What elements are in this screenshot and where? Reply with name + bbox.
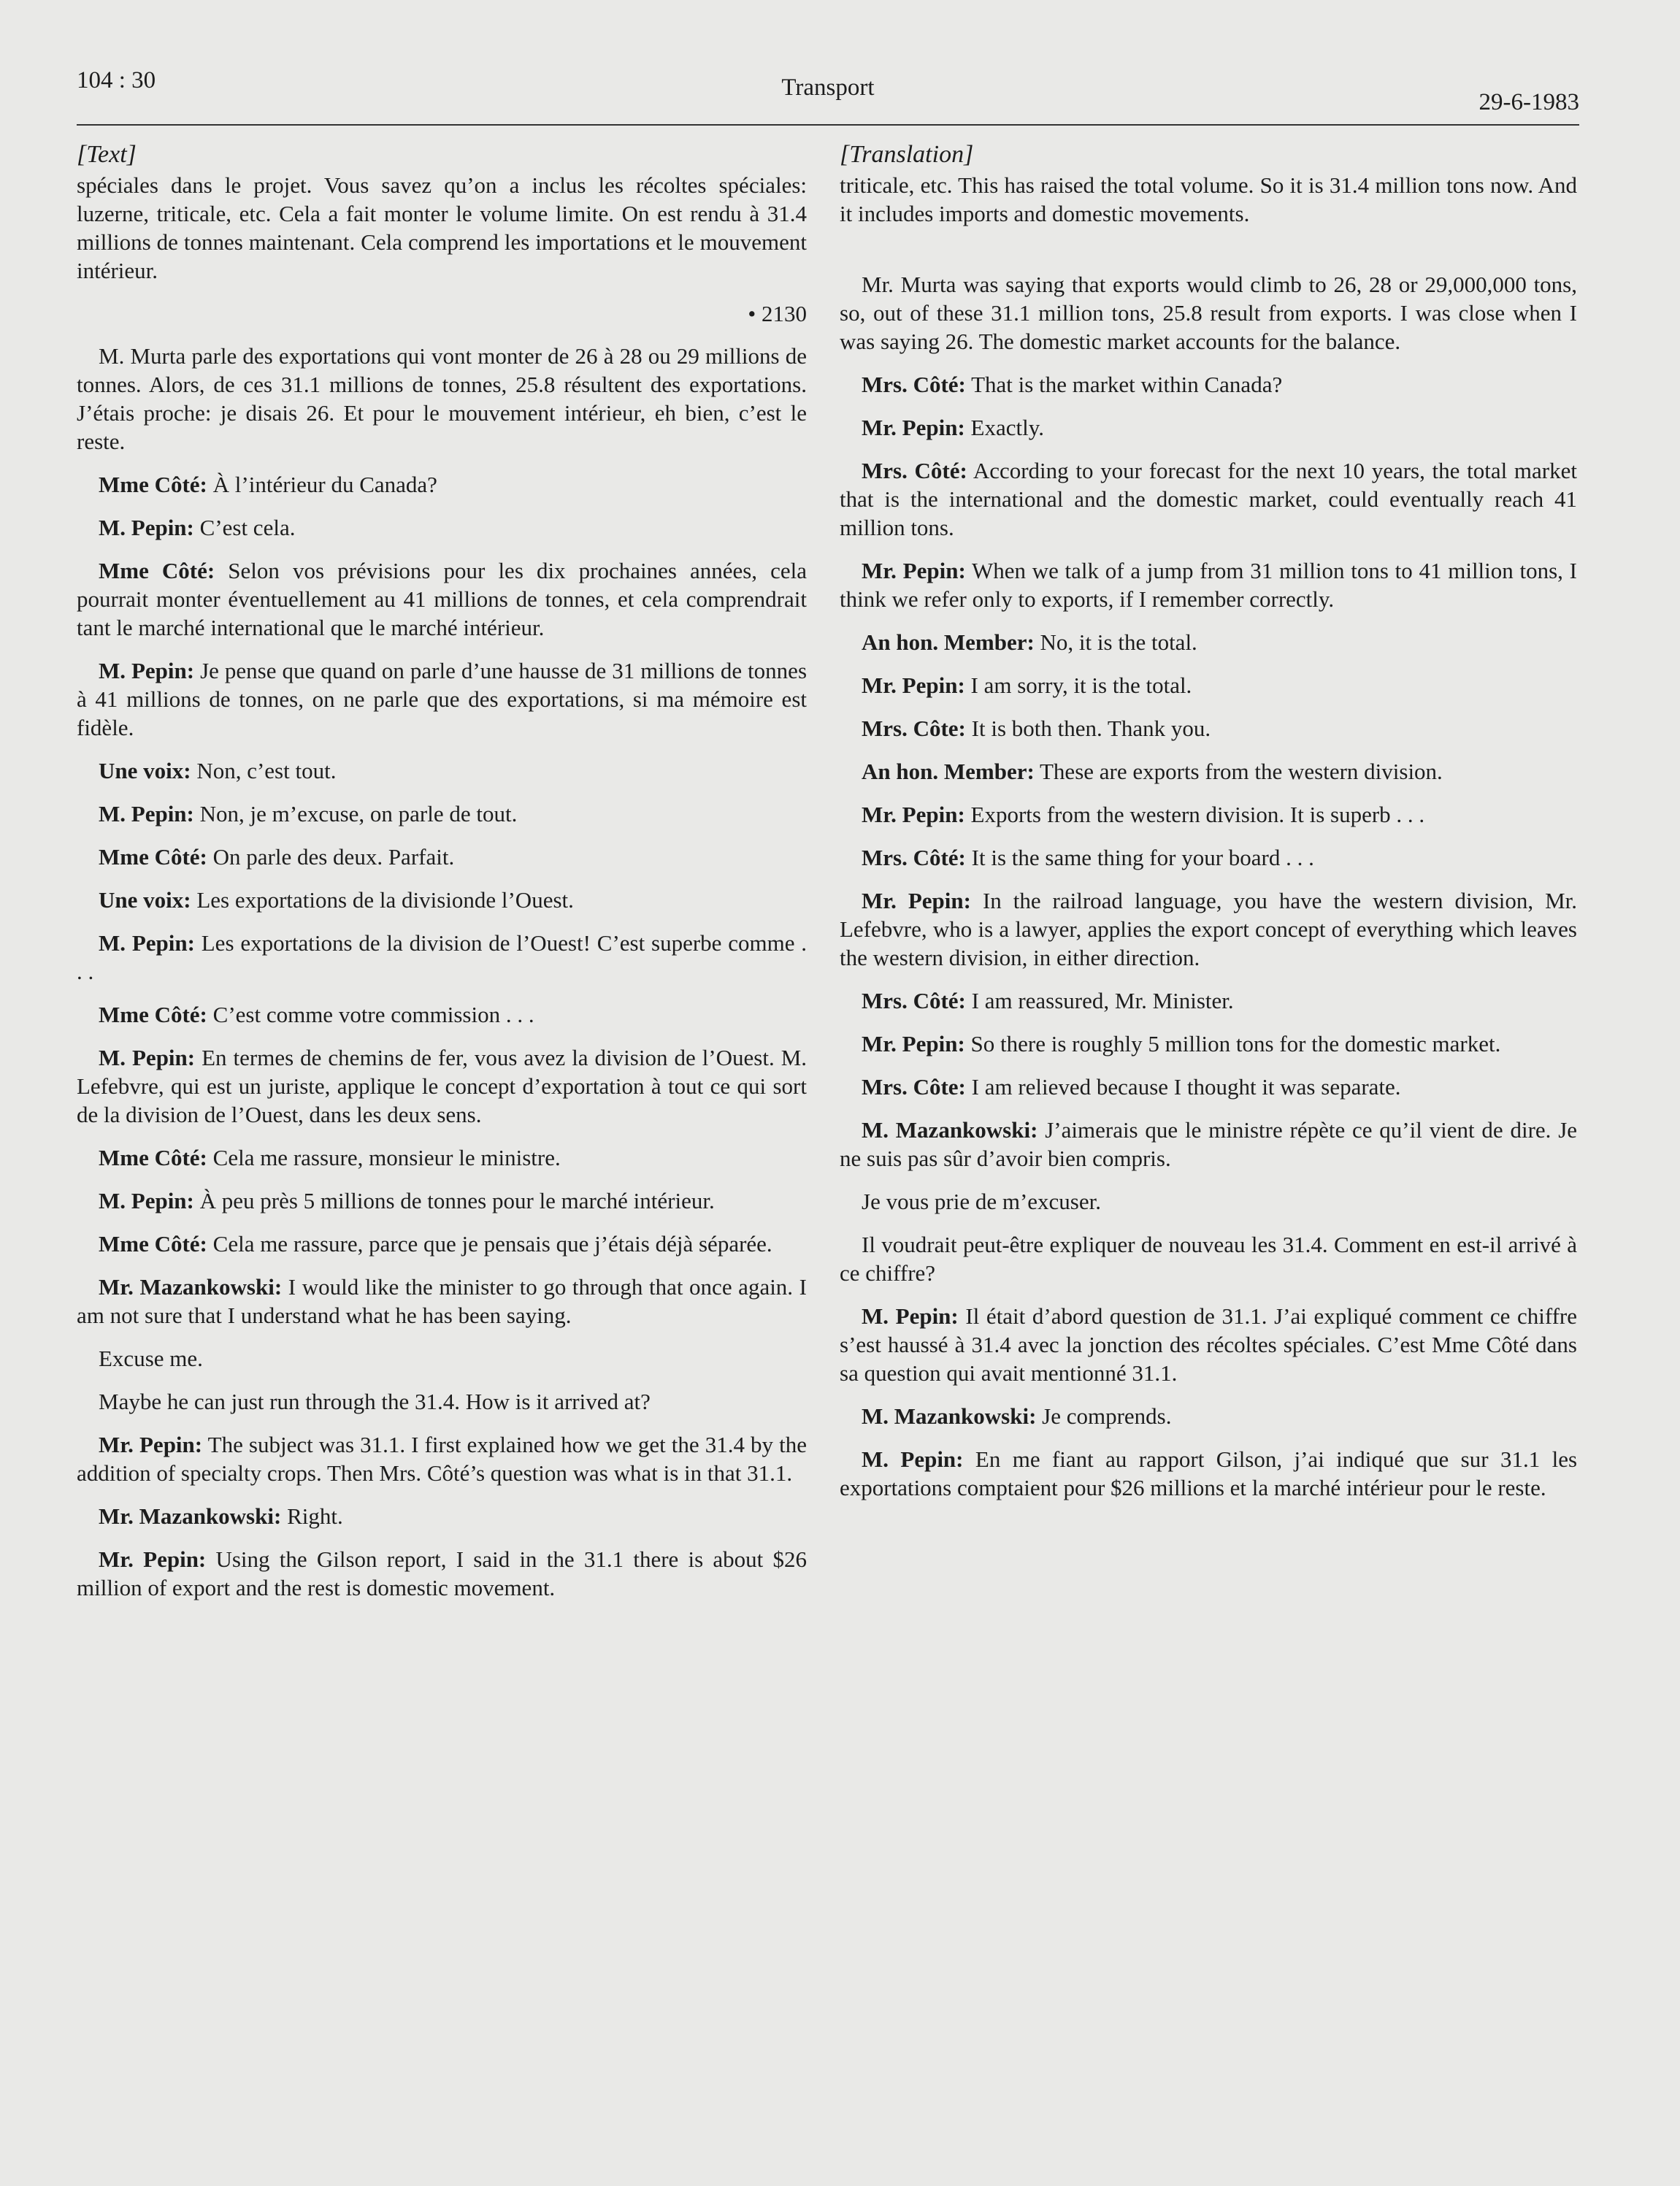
speech-text: I am reassured, Mr. Minister.: [971, 988, 1234, 1013]
speaker-name: M. Pepin:: [99, 515, 194, 540]
speech-text: Je pense que quand on parle d’une hausse de 31 millions de tonnes à 41 millions de tonnes, on ne parle que des exportations, si ma mémoire est fidèle.: [77, 658, 808, 740]
transcript-paragraph: [77, 342, 807, 456]
speech-text: Mr. Murta was saying that exports would climb to 26, 28 or 29,000,000 tons, so, out of these 31.1 million tons, 25.8 result from exports. I was close when I was saying 26. The domestic market accounts for the balance.: [840, 272, 1577, 354]
speaker-name: M. Pepin:: [99, 658, 195, 683]
speech-text: Maybe he can just run through the 31.4. How is it arrived at?: [99, 1389, 651, 1414]
speech-text: Je vous prie de m’excuser.: [862, 1189, 1101, 1214]
speech-text: Right.: [287, 1503, 343, 1529]
speaker-name: Mr. Mazankowski:: [99, 1274, 283, 1300]
speaker-name: An hon. Member:: [862, 759, 1035, 784]
speech-text: En me fiant au rapport Gilson, j’ai indiqué que sur 31.1 les exportations comptaient pour $26 millions et la marché intérieur pour le reste.: [840, 1446, 1578, 1500]
speech-text: Les exportations de la division de l’Ouest! C’est superbe comme . . .: [77, 930, 808, 984]
speech-text: The subject was 31.1. I first explained how we get the 31.4 by the addition of specialty crops. Then Mrs. Côté’s question was what is in that 31.1.: [77, 1432, 807, 1486]
transcript-paragraph: [840, 800, 1577, 829]
speaker-name: Mrs. Côté:: [862, 372, 966, 397]
speech-text: So there is roughly 5 million tons for the domestic market.: [970, 1031, 1501, 1056]
speaker-name: An hon. Member:: [862, 629, 1035, 655]
speaker-name: M. Mazankowski:: [862, 1117, 1038, 1143]
section-tag: [Text]: [77, 141, 137, 168]
left-transcript: [77, 342, 807, 1602]
intro-paragraph: triticale, etc. This has raised the total volume. So it is 31.4 million tons now. And it includes imports and domestic movements.: [840, 172, 1577, 226]
speaker-name: Mrs. Côté:: [862, 845, 966, 870]
speaker-name: Mme Côté:: [99, 1002, 207, 1027]
transcript-paragraph: [77, 656, 807, 742]
transcript-paragraph: [77, 929, 807, 986]
speech-text: Les exportations de la divisionde l’Ouest.: [196, 887, 574, 913]
speaker-name: Mr. Pepin:: [862, 415, 965, 440]
section-tag: [Translation]: [840, 141, 974, 168]
transcript-paragraph: [77, 1043, 807, 1129]
speaker-name: Une voix:: [99, 887, 191, 913]
speaker-name: Mme Côté:: [99, 1231, 207, 1257]
speaker-name: M. Pepin:: [862, 1446, 964, 1472]
transcript-paragraph: [840, 843, 1577, 872]
transcript-paragraph: [77, 1143, 807, 1172]
speech-text: I am sorry, it is the total.: [970, 672, 1192, 698]
speaker-name: Mr. Mazankowski:: [99, 1503, 282, 1529]
speaker-name: M. Pepin:: [99, 1188, 194, 1213]
speaker-name: M. Pepin:: [99, 801, 194, 827]
speaker-name: Mrs. Côté:: [862, 458, 967, 483]
transcript-paragraph: [840, 1302, 1577, 1387]
speaker-name: Mme Côté:: [99, 558, 215, 583]
speech-text: When we talk of a jump from 31 million tons to 41 million tons, I think we refer only to exports, if I remember correctly.: [840, 558, 1577, 612]
speech-text: En termes de chemins de fer, vous avez la division de l’Ouest. M. Lefebvre, qui est un juriste, applique le concept d’exportation à tout ce qui sort de la division de l’Ouest, dans les deux sens.: [77, 1045, 808, 1127]
speech-text: Using the Gilson report, I said in the 31.1 there is about $26 million of export and the rest is domestic movement.: [77, 1546, 807, 1600]
speech-text: On parle des deux. Parfait.: [212, 844, 455, 870]
speaker-name: Mr. Pepin:: [862, 1031, 965, 1056]
right-transcript: [840, 270, 1577, 1502]
transcript-paragraph: [840, 886, 1577, 972]
transcript-paragraph: [77, 470, 807, 499]
speech-text: I would like the minister to go through that once again. I am not sure that I understand what he has been saying.: [77, 1274, 807, 1328]
transcript-paragraph: [840, 714, 1577, 743]
speaker-name: Mme Côté:: [99, 1145, 207, 1170]
speech-text: Exports from the western division. It is superb . . .: [970, 802, 1425, 827]
transcript-paragraph: [840, 370, 1577, 399]
transcript-paragraph: [77, 1430, 807, 1487]
speech-text: No, it is the total.: [1040, 629, 1197, 655]
transcript-paragraph: [77, 1000, 807, 1029]
speaker-name: M. Pepin:: [862, 1303, 959, 1329]
header-rule: [77, 124, 1579, 126]
transcript-paragraph: [840, 1445, 1577, 1502]
page-number: 104 : 30: [77, 67, 156, 93]
transcript-paragraph: [840, 456, 1577, 542]
transcript-paragraph: [77, 886, 807, 914]
transcript-paragraph: [77, 756, 807, 785]
transcript-paragraph: [840, 1116, 1577, 1173]
transcript-paragraph: [840, 413, 1577, 442]
running-title: Transport: [781, 74, 875, 101]
transcript-paragraph: [840, 671, 1577, 699]
transcript-paragraph: [840, 1029, 1577, 1058]
transcript-paragraph: [77, 843, 807, 871]
left-column: [77, 140, 807, 1617]
speaker-name: Mr. Pepin:: [862, 672, 965, 698]
transcript-paragraph: [840, 1230, 1577, 1287]
speech-text: According to your forecast for the next 10 years, the total market that is the international and the domestic market, could eventually reach 41 million tons.: [840, 458, 1577, 540]
transcript-paragraph: [77, 1502, 807, 1530]
speech-text: Non, c’est tout.: [196, 758, 337, 783]
transcript-paragraph: [840, 1073, 1577, 1101]
speech-text: Non, je m’excuse, on parle de tout.: [199, 801, 518, 827]
speech-text: À peu près 5 millions de tonnes pour le marché intérieur.: [199, 1188, 715, 1213]
speech-text: J’aimerais que le ministre répète ce qu’il vient de dire. Je ne suis pas sûr d’avoir bien compris.: [840, 1117, 1578, 1171]
speaker-name: M. Pepin:: [99, 1045, 196, 1070]
speech-text: Je comprends.: [1042, 1403, 1172, 1429]
transcript-paragraph: [77, 1545, 807, 1602]
transcript-paragraph: [840, 1402, 1577, 1430]
transcript-paragraph: [840, 1187, 1577, 1216]
speaker-name: Mr. Pepin:: [862, 558, 966, 583]
speech-text: C’est cela.: [199, 515, 296, 540]
speech-text: M. Murta parle des exportations qui vont monter de 26 à 28 ou 29 millions de tonnes. Alors, de ces 31.1 millions de tonnes, 25.8 résultent des exportations. J’étais proche: je disais 26. Et pour le mouvement intérieur, eh bien, c’est le reste.: [77, 343, 807, 454]
transcript-paragraph: [840, 757, 1577, 786]
speech-text: Cela me rassure, monsieur le ministre.: [212, 1145, 561, 1170]
transcript-paragraph: [77, 556, 807, 642]
speech-text: It is the same thing for your board . . .: [971, 845, 1314, 870]
transcript-paragraph: [840, 628, 1577, 656]
speech-text: In the railroad language, you have the western division, Mr. Lefebvre, who is a lawyer, applies the export concept of everything which leaves the western division, in either direction.: [840, 888, 1578, 970]
transcript-paragraph: [77, 513, 807, 542]
speaker-name: Mrs. Côte:: [862, 716, 966, 741]
speech-text: That is the market within Canada?: [971, 372, 1283, 397]
transcript-paragraph: [77, 1344, 807, 1373]
speaker-name: Une voix:: [99, 758, 191, 783]
transcript-paragraph: [77, 1230, 807, 1258]
page-date: 29-6-1983: [1478, 89, 1579, 115]
speech-text: C’est comme votre commission . . .: [212, 1002, 534, 1027]
speaker-name: Mme Côté:: [99, 844, 207, 870]
speech-text: I am relieved because I thought it was separate.: [971, 1074, 1401, 1100]
transcript-paragraph: [77, 1387, 807, 1416]
speaker-name: Mr. Pepin:: [99, 1432, 203, 1457]
transcript-paragraph: [840, 556, 1577, 613]
speaker-name: Mr. Pepin:: [99, 1546, 207, 1572]
transcript-paragraph: [840, 270, 1577, 356]
transcript-paragraph: [77, 1273, 807, 1330]
speech-text: Selon vos prévisions pour les dix prochaines années, cela pourrait monter éventuellement au 41 millions de tonnes, et cela comprendrait tant le marché international que le marché intérieur.: [77, 558, 807, 640]
speaker-name: Mrs. Côté:: [862, 988, 966, 1013]
speech-text: Cela me rassure, parce que je pensais que j’étais déjà séparée.: [212, 1231, 772, 1257]
speaker-name: Mr. Pepin:: [862, 802, 965, 827]
transcript-paragraph: [77, 1186, 807, 1215]
speaker-name: Mme Côté:: [99, 472, 207, 497]
speaker-name: Mrs. Côte:: [862, 1074, 966, 1100]
speech-text: Il était d’abord question de 31.1. J’ai expliqué comment ce chiffre s’est haussé à 31.4 avec la jonction des récoltes spéciales. C’est Mme Côté dans sa question qui avait mentionné 31.1.: [840, 1303, 1577, 1386]
speech-text: It is both then. Thank you.: [971, 716, 1211, 741]
transcript-paragraph: [77, 799, 807, 828]
page-header: [77, 67, 1579, 115]
speaker-name: M. Pepin:: [99, 930, 195, 956]
speech-text: These are exports from the western division.: [1040, 759, 1443, 784]
speech-text: À l’intérieur du Canada?: [212, 472, 437, 497]
time-marker: • 2130: [748, 301, 807, 326]
speaker-name: Mr. Pepin:: [862, 888, 971, 913]
speech-text: Exactly.: [970, 415, 1044, 440]
transcript-paragraph: [840, 986, 1577, 1015]
speech-text: Excuse me.: [99, 1346, 203, 1371]
speech-text: Il voudrait peut-être expliquer de nouveau les 31.4. Comment en est-il arrivé à ce chiffre?: [840, 1232, 1577, 1286]
intro-paragraph: spéciales dans le projet. Vous savez qu’on a inclus les récoltes spéciales: luzerne, triticale, etc. Cela a fait monter le volume limite. On est rendu à 31.4 millions de tonnes maintenant. Cela comprend les importations et le mouvement intérieur.: [77, 172, 807, 283]
speaker-name: M. Mazankowski:: [862, 1403, 1037, 1429]
right-column: [840, 140, 1577, 1516]
